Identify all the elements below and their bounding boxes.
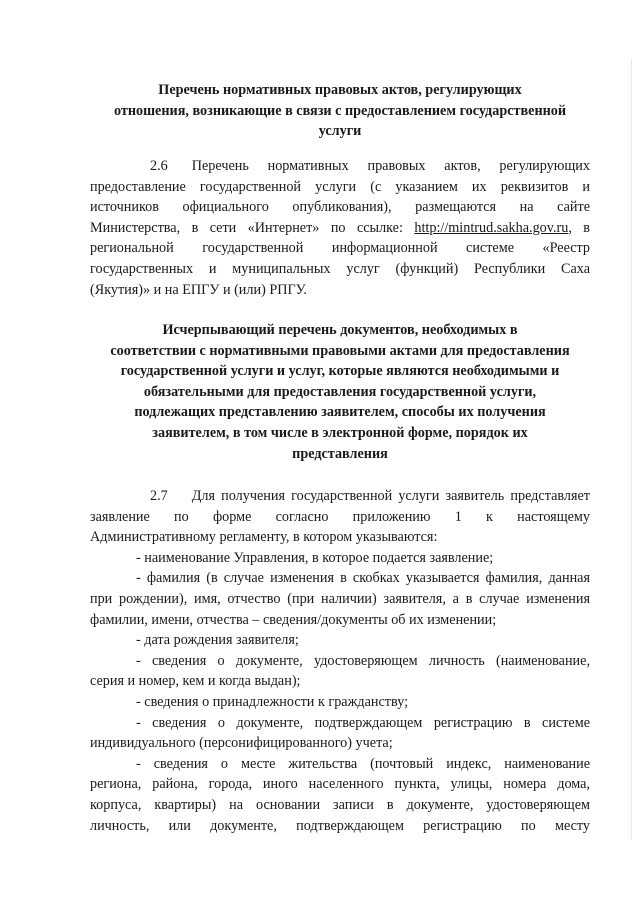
paragraph-line: предоставление государственной услуги (с указанием их реквизитов и bbox=[90, 178, 590, 195]
ministry-site-link[interactable]: http://mintrud.sakha.gov.ru bbox=[414, 219, 569, 236]
list-item: - сведения о документе, подтверждающем регистрацию в системе bbox=[136, 714, 590, 731]
paragraph-line: Административному регламенту, в котором указываются: bbox=[90, 529, 438, 546]
section-number: 2.7 bbox=[150, 488, 168, 504]
paragraph-line bbox=[90, 156, 590, 177]
heading-line: услуги bbox=[318, 123, 362, 140]
paragraph-line: региональной государственной информационной системе «Реестр bbox=[90, 240, 590, 257]
paragraph-line: личность, или документе, подтверждающем регистрацию по месту bbox=[90, 817, 590, 834]
paragraph-text: Для получения государственной услуги заявитель представляет bbox=[191, 488, 590, 504]
paragraph-line: (Якутия)» и на ЕПГУ и (или) РПГУ. bbox=[90, 281, 307, 298]
paragraph-line: корпуса, квартиры) на основании записи в документе, удостоверяющем bbox=[90, 796, 590, 813]
list-item: - сведения о месте жительства (почтовый индекс, наименование bbox=[136, 755, 590, 772]
scan-edge-artifact bbox=[630, 60, 632, 840]
paragraph-text: Министерства, в сети «Интернет» по ссылке: bbox=[90, 219, 403, 236]
paragraph-line: заявление по форме согласно приложению 1 к настоящему bbox=[90, 508, 590, 525]
heading-line: Исчерпывающий перечень документов, необходимых в bbox=[162, 322, 518, 338]
heading-line: представления bbox=[292, 445, 388, 462]
list-item: - сведения о документе, удостоверяющем личность (наименование, bbox=[136, 652, 590, 669]
heading-line: заявителем, в том числе в электронной форме, порядок их bbox=[152, 424, 528, 441]
paragraph-line: фамилии, имени, отчества – сведения/документы об их изменении; bbox=[90, 611, 497, 628]
list-item: - сведения о принадлежности к гражданству; bbox=[136, 693, 409, 710]
paragraph-2-6 bbox=[90, 156, 590, 300]
paragraph-line: индивидуального (персонифицированного) учета; bbox=[90, 735, 393, 752]
heading-line: государственной услуги и услуг, которые являются необходимыми и bbox=[120, 363, 560, 380]
list-item: - фамилия (в случае изменения в скобках указывается фамилия, данная bbox=[136, 570, 590, 587]
heading-documents-list bbox=[60, 320, 620, 464]
list-item: - дата рождения заявителя; bbox=[136, 632, 299, 649]
paragraph-line bbox=[90, 218, 590, 239]
section-number: 2.6 bbox=[150, 158, 168, 174]
paragraph-line: региона, района, города, иного населенного пункта, улицы, номера дома, bbox=[90, 776, 590, 793]
heading-line: обязательными для предоставления государственной услуги, bbox=[143, 383, 537, 400]
paragraph-line bbox=[90, 486, 590, 507]
paragraph-text: , в bbox=[568, 219, 591, 236]
paragraph-line: источников официального опубликования), размещаются на сайте bbox=[90, 199, 590, 216]
heading-line: отношения, возникающие в связи с предоставлением государственной bbox=[113, 102, 567, 119]
heading-line: Перечень нормативных правовых актов, регулирующих bbox=[158, 82, 522, 98]
heading-line: соответствии с нормативными правовыми актами для предоставления bbox=[110, 342, 570, 359]
heading-line: подлежащих представлению заявителем, способы их получения bbox=[134, 404, 546, 421]
paragraph-line: при рождении), имя, отчество (при наличии) заявителя, а в случае изменения bbox=[90, 590, 590, 607]
list-item: - наименование Управления, в которое подается заявление; bbox=[136, 549, 494, 566]
paragraph-line: серия и номер, кем и когда выдан); bbox=[90, 673, 301, 690]
paragraph-2-7 bbox=[90, 486, 590, 836]
paragraph-text: Перечень нормативных правовых актов, регулирующих bbox=[191, 158, 590, 174]
paragraph-line: государственных и муниципальных услуг (функций) Республики Саха bbox=[90, 260, 590, 277]
heading-normative-acts bbox=[60, 80, 620, 142]
